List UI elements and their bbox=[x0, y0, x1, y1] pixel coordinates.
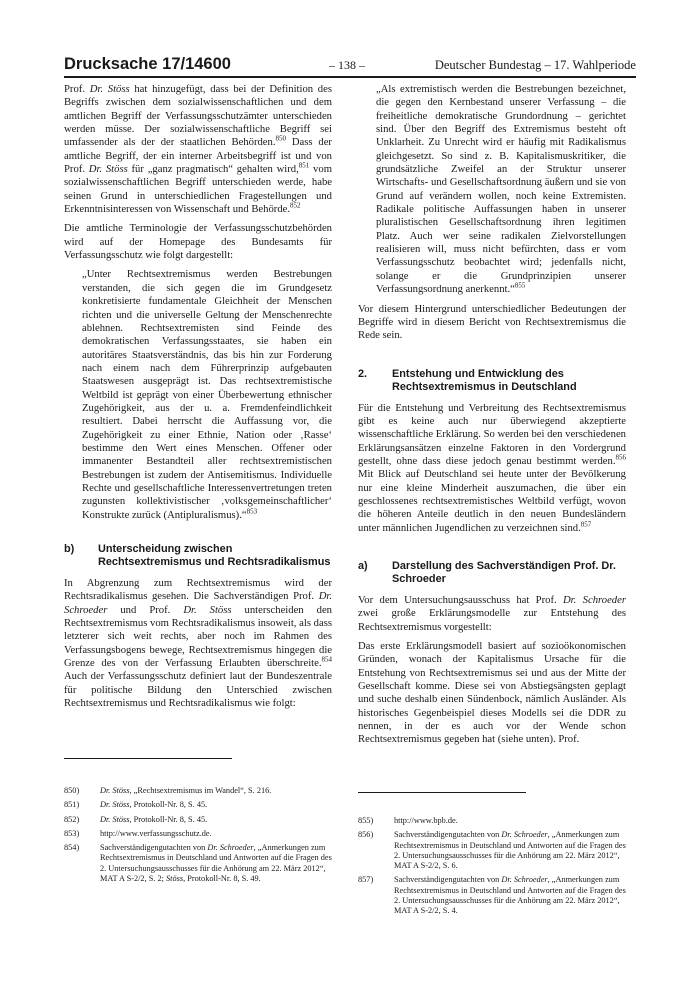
document-number bbox=[64, 55, 231, 74]
paragraph-erklaerungsmodell: Das erste Erklärungsmodell basiert auf sozioökonomischen Gründen, wonach der Kapitalismus Ursache für die Entstehung von Rechtsextremismus sei und aus der Mitte der Gesellschaft komme. Diese sei von Abstiegsängsten geplagt und suche deshalb einen Sündenbock, nämlich Ausländer. Als historisches Gegenbeispiel dieses Modells sei die DDR zu nennen, in der es auch vor der Wende schon Rechtsextremismus gegeben hat (siehe unten). Prof. bbox=[358, 641, 626, 746]
paragraph-terminology: Die amtliche Terminologie der Verfassungsschutzbehörden wird auf der Homepage des Bundesamts für Verfassungsschutz wie folgt dargestellt: bbox=[64, 223, 332, 262]
footnote-number: 851) bbox=[64, 800, 80, 810]
author-name: Dr. Stöss bbox=[100, 800, 130, 810]
footnote-link[interactable]: http://www.verfassungsschutz.de. bbox=[100, 828, 212, 838]
section-heading-2 bbox=[358, 368, 626, 394]
text: , „Anmerkungen zum Rechtsextremismus in Deutschland und Antworten auf die Fragen des 2. Untersuchungsausschusses für die Anhörung am 22. März 2012“, MAT A S-2/2, S. 2; bbox=[100, 843, 332, 884]
footnote-separator bbox=[358, 792, 526, 793]
footnote-ref[interactable]: 850 bbox=[275, 134, 287, 143]
paragraph-abgrenzung bbox=[64, 577, 332, 710]
text: Sachverständigengutachten von bbox=[394, 830, 502, 840]
page-header bbox=[64, 54, 636, 78]
text: Prof. bbox=[64, 84, 90, 95]
heading-text: Unterscheidung zwischen Rechtsextremismus und Rechtsradikalismus bbox=[98, 543, 331, 568]
paragraph-schroeder-intro bbox=[358, 594, 626, 634]
text: Dass der amtliche Begriff, der ein interner Arbeitsbegriff ist und von Prof. bbox=[64, 137, 332, 176]
text: , Protokoll-Nr. 8, S. 45. bbox=[129, 814, 208, 824]
text: , „Rechtsextremismus im Wandel“, S. 216. bbox=[129, 786, 272, 795]
text: Für die Entstehung und Verbreitung des Rechtsextremismus gibt es keine auch nur überwiegend akzeptierte wissenschaftliche Erklärung. So werden bei den verschiedenen Erklärungsansätzen einzelne Faktoren in den Vordergrund gestellt, ohne dass diese jedoch genau bestimmt werden. bbox=[358, 402, 626, 467]
text: , Protokoll-Nr. 8, S. 49. bbox=[183, 874, 261, 884]
doc-number: 14600 bbox=[185, 55, 231, 73]
footnote bbox=[64, 815, 332, 825]
footnote-ref[interactable]: 852 bbox=[290, 201, 301, 210]
author-name: Dr. Schroeder bbox=[501, 875, 548, 885]
footnote bbox=[358, 816, 626, 826]
text: hat hinzugefügt, dass bei der Definition des Begriffs zwischen dem sozialwissenschaftlichen und dem amtlichen Begriff der Verfassungsschutzämter unterschieden werden müsse. Der sozialwissenschaftliche Begriff sei umfassender als der der staatlichen Behörden. bbox=[64, 84, 332, 149]
footnote bbox=[64, 786, 332, 796]
author-name: Dr. Schroeder bbox=[207, 843, 254, 853]
text: , Protokoll-Nr. 8, S. 45. bbox=[129, 800, 208, 810]
footnote-ref[interactable]: 854 bbox=[321, 655, 332, 664]
text: In Abgrenzung zum Rechtsextremismus wird der Rechtsradikalismus gesehen. Die Sachverständigen Prof. bbox=[64, 578, 332, 603]
page-number: – 138 – bbox=[329, 58, 365, 72]
parliament-title: Deutscher Bundestag – 17. Wahlperiode bbox=[434, 58, 636, 72]
text: zwei große Erklärungsmodelle zur Entstehung des Rechtsextremismus vorgestellt: bbox=[358, 608, 626, 633]
left-footnotes bbox=[64, 786, 332, 888]
text: Mit Blick auf Deutschland sei heute unter der Bevölkerung nur eine kleine Minderheit auszumachen, die über ein geschlossenes rechtsextremistisches Weltbild verfügt, wovon die höheren Anteile deutlich in den neuen Bundesländern unter männlichen Jugendlichen zu verzeichnen sind. bbox=[358, 469, 626, 534]
footnote-number: 856) bbox=[358, 830, 374, 840]
footnote bbox=[358, 875, 626, 916]
text: Vor dem Untersuchungsausschuss hat Prof. bbox=[358, 594, 563, 606]
footnote-number: 853) bbox=[64, 828, 80, 838]
author-name: Dr. Stöss bbox=[88, 164, 128, 176]
text: Auch der Verfassungsschutz definiert laut der Bundeszentrale für politische Bildung den Unterschied zwischen Rechtsextremismus und Rechtsradikalismus wie folgt: bbox=[64, 671, 332, 710]
author-name: Dr. Stöss bbox=[100, 814, 130, 824]
author-name: Dr. Schroeder bbox=[64, 591, 332, 616]
footnote-ref[interactable]: 855 bbox=[514, 281, 526, 290]
footnote-number: 852) bbox=[64, 814, 80, 824]
footnote-separator bbox=[64, 758, 232, 759]
footnote-number: 855) bbox=[358, 816, 374, 825]
footnote bbox=[64, 829, 332, 839]
text: vom sozialwissenschaftlichen Begriff unterschieden werde, habe seinen Grund in unterschiedlichen Fragestellungen und Erkenntnisinteressen von Wissenschaft und Behörde. bbox=[64, 164, 332, 216]
text: unterscheiden den Rechtsextremismus vom Rechtsradikalismus insoweit, als dass letzterer sich weit rechts, aber noch im Rahmen des Verfassungsbogens bewege, Rechtsextremismus hingegen die Grenze des von der Verfassung Erlaubten überschreite. bbox=[64, 604, 332, 670]
heading-text: Entstehung und Entwicklung des Rechtsextremismus in Deutschland bbox=[392, 367, 577, 393]
paragraph-hintergrund: Vor diesem Hintergrund unterschiedlicher Bedeutungen der Begriffe wird in diesem Bericht von Rechtsextremismus die Rede sein. bbox=[358, 303, 626, 342]
right-footnotes bbox=[358, 816, 626, 921]
footnote-ref[interactable]: 856 bbox=[615, 453, 626, 462]
author-name: Stöss bbox=[166, 874, 184, 884]
left-column bbox=[64, 83, 332, 716]
text: und Prof. bbox=[107, 604, 184, 616]
author-name: Dr. Stöss bbox=[100, 786, 130, 795]
doc-label: Drucksache 17/ bbox=[64, 55, 186, 73]
heading-number: 2. bbox=[358, 367, 368, 380]
section-heading-a bbox=[358, 560, 626, 586]
quote-text: „Unter Rechtsextremismus werden Bestrebungen verstanden, die sich gegen die im Grundgesetz konkretisierte fundamentale Gleichheit der Menschen richten und die universelle Geltung der Menschenrechte ablehnen. Rechtsextremisten sind Feinde des demokratischen Verfassungsstaates, sie haben ein autoritäres Staatsverständnis, das bis hin zur Forderung nach einem nach dem Führerprinzip aufgebauten Staatswesen ausgeprägt ist. Das rechtsextremistische Weltbild ist geprägt von einer Überbewertung ethnischer Zugehörigkeit, aus der u. a. Fremdenfeindlichkeit resultiert. Dabei herrscht die Auffassung vor, die Zugehörigkeit zu einer Ethnie, Nation oder ‚Rasse‘ bestimme den Wert eines Menschen. Offener oder immanenter Bestandteil aller rechtsextremistischen Bestrebungen ist zudem der Antisemitismus. Individuelle Rechte und gesellschaftliche Interessenvertretungen treten zugunsten kollektivistischer ‚volksgemeinschaftlicher‘ Konstrukte zurück (Antipluralismus).“ bbox=[82, 269, 332, 521]
footnote-ref[interactable]: 853 bbox=[246, 507, 258, 516]
footnote-number: 854) bbox=[64, 843, 80, 853]
footnote-number: 850) bbox=[64, 786, 80, 795]
author-name: Dr. Schroeder bbox=[501, 830, 548, 840]
paragraph-entstehung bbox=[358, 402, 626, 535]
heading-text: Darstellung des Sachverständigen Prof. Dr. Schroeder bbox=[392, 559, 616, 585]
right-column bbox=[358, 83, 626, 753]
footnote-ref[interactable]: 851 bbox=[298, 161, 310, 170]
section-heading-b bbox=[64, 543, 332, 569]
text: , „Anmerkungen zum Rechtsextremismus in Deutschland und Antworten auf die Fragen des 2. Untersuchungsausschusses für die Anhörung am 22. März 2012“, MAT A S-2/2, S. 6. bbox=[394, 830, 626, 871]
text: Sachverständigengutachten von bbox=[394, 875, 502, 885]
heading-number: b) bbox=[64, 543, 75, 555]
author-name: Dr. Schroeder bbox=[563, 594, 626, 606]
text: für „ganz pragmatisch“ gehalten wird, bbox=[127, 164, 299, 176]
quote-text: „Als extremistisch werden die Bestrebungen bezeichnet, die gegen den Kernbestand unserer Verfassung – die freiheitliche demokratische Grundordnung – gerichtet sind. Über den Begriff des Extremismus besteht oft Unklarheit. Zu Unrecht wird er häufig mit Radikalismus gleichgesetzt. So sind z. B. Kapitalismuskritiker, die grundsätzliche Zweifel an der Struktur unserer Wirtschafts- und Gesellschaftsordnung äußern und sie von Grund auf verändern wollen, noch keine Extremisten. Radikale politische Auffassungen haben in unserer pluralistischen Gesellschaftsordnung ihren legitimen Platz. Auch wer seine radikalen Zielvorstellungen realisieren will, muss nicht befürchten, dass er vom Verfassungsschutz beobachtet wird; jedenfalls nicht, solange er die Grundprinzipien unserer Verfassungsordnung anerkennt.“ bbox=[376, 84, 626, 296]
author-name: Dr. Stöss bbox=[89, 84, 130, 95]
footnote bbox=[64, 843, 332, 884]
heading-number: a) bbox=[358, 559, 368, 572]
footnote bbox=[358, 830, 626, 871]
footnote-ref[interactable]: 857 bbox=[580, 520, 592, 529]
paragraph-stoess-definition bbox=[64, 83, 332, 216]
footnote-number: 857) bbox=[358, 875, 374, 885]
author-name: Dr. Stöss bbox=[183, 604, 232, 616]
footnote-link[interactable]: http://www.bpb.de. bbox=[394, 816, 458, 825]
quote-verfassungsschutz bbox=[82, 268, 332, 522]
footnote bbox=[64, 800, 332, 810]
text: Sachverständigengutachten von bbox=[100, 843, 208, 853]
text: , „Anmerkungen zum Rechtsextremismus in Deutschland und Antworten auf die Fragen des 2. Untersuchungsausschusses für die Anhörung am 22. März 2012“, MAT A S-2/2, S. 4. bbox=[394, 875, 626, 916]
quote-bpb bbox=[376, 83, 626, 297]
